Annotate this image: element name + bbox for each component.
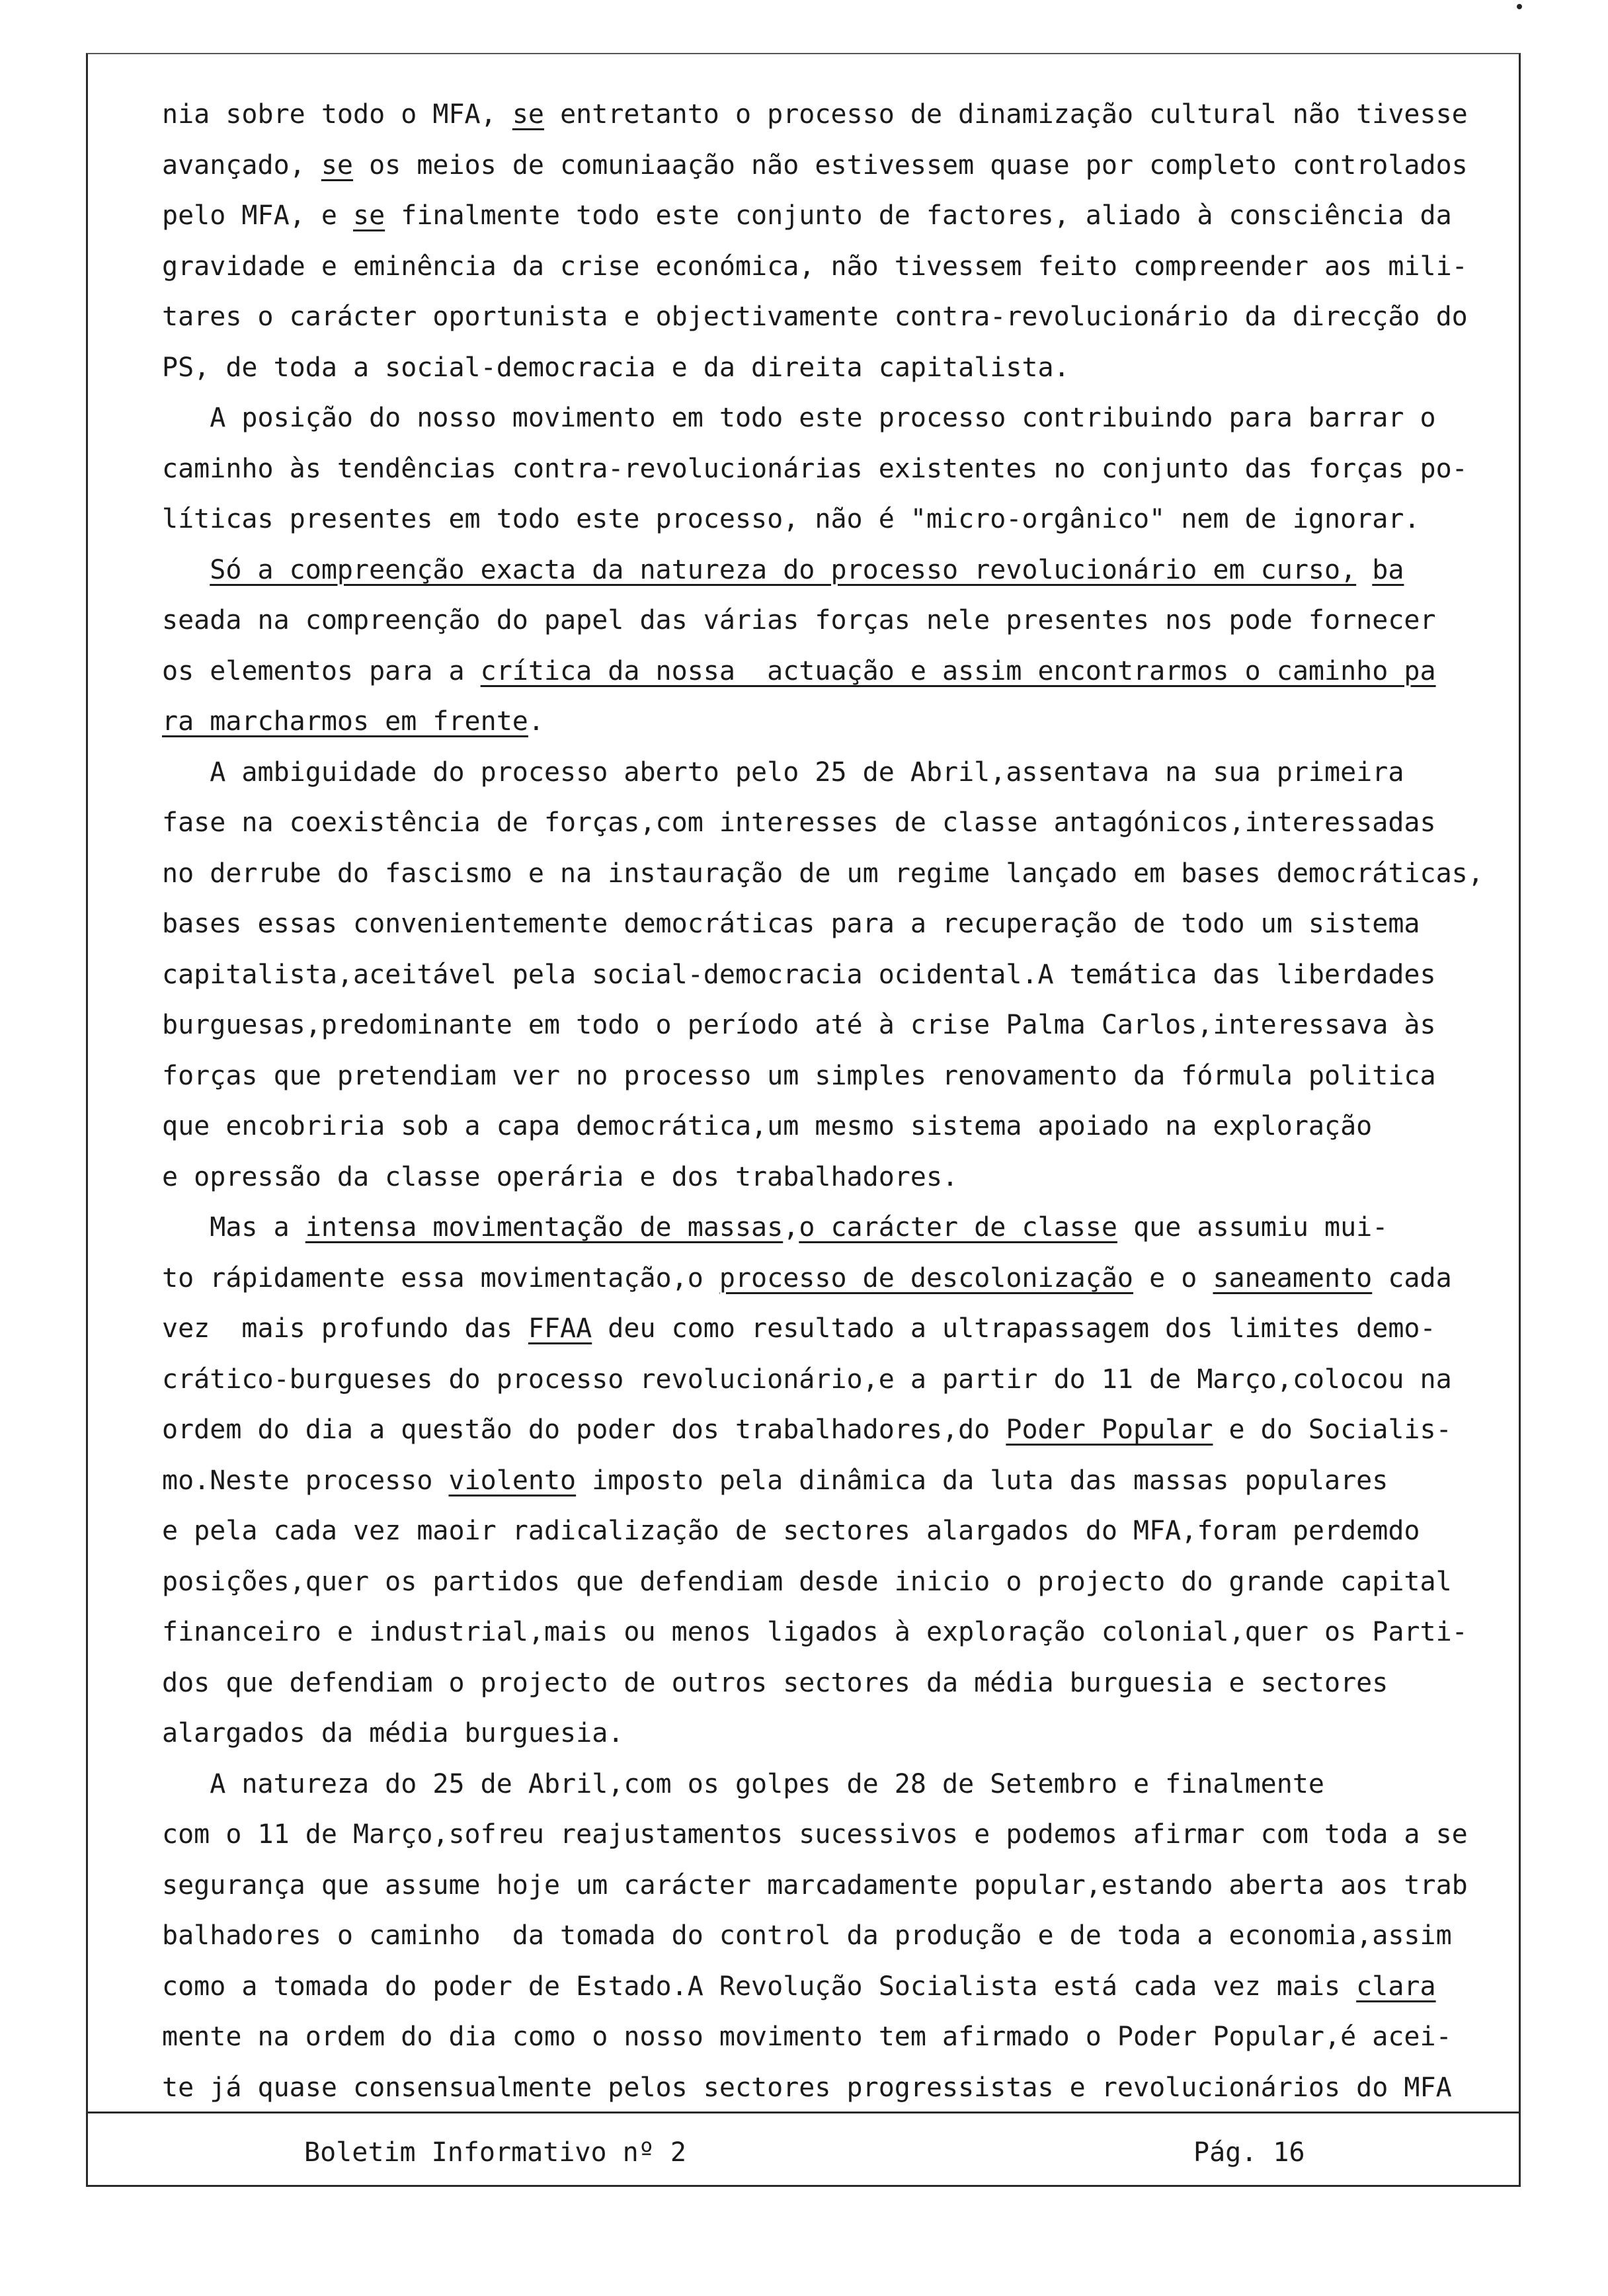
text-segment: mente na ordem do dia como o nosso movimento tem afirmado o Poder Popular,é acei- — [162, 2022, 1452, 2052]
text-segment: capitalista,aceitável pela social-democracia ocidental.A temática das liberdades — [162, 959, 1436, 990]
text-line — [162, 393, 1514, 444]
text-segment: vez mais profundo das — [162, 1313, 528, 1344]
text-segment: e pela cada vez maoir radicalização de sectores alargados do MFA,foram perdemdo — [162, 1516, 1420, 1546]
text-segment: avançado, — [162, 149, 321, 181]
text-segment: te já quase consensualmente pelos sectores progressistas e revolucionários do MFA — [162, 2072, 1452, 2103]
underlined-text: processo de descolonização — [719, 1262, 1134, 1293]
text-line — [162, 1910, 1514, 1961]
text-segment: os elementos para a — [162, 655, 481, 686]
text-segment: A natureza do 25 de Abril,com os golpes de 28 de Setembro e finalmente — [162, 1768, 1324, 1799]
underlined-text: FFAA — [528, 1313, 592, 1344]
text-segment: posições,quer os partidos que defendiam desde inicio o projecto do grande capital — [162, 1566, 1452, 1597]
text-segment — [1356, 555, 1372, 585]
text-segment: que assumiu mui- — [1117, 1212, 1388, 1243]
text-segment: finalmente todo este conjunto de factores, aliado à consciência da — [385, 200, 1452, 231]
text-line — [162, 1809, 1514, 1860]
text-segment: forças que pretendiam ver no processo um simples renovamento da fórmula politica — [162, 1060, 1436, 1091]
text-line — [162, 1759, 1514, 1810]
underlined-text: saneamento — [1213, 1262, 1373, 1293]
text-segment: deu como resultado a ultrapassagem dos limites demo- — [592, 1313, 1436, 1344]
underlined-text: o carácter de classe — [799, 1212, 1117, 1243]
text-line — [162, 1456, 1514, 1506]
text-line — [162, 1708, 1514, 1759]
text-line — [162, 848, 1514, 899]
text-segment: com o 11 de Março,sofreu reajustamentos sucessivos e podemos afirmar com toda a se — [162, 1819, 1468, 1850]
text-line — [162, 545, 1514, 596]
text-segment: gravidade e eminência da crise económica, não tivessem feito compreender aos mili- — [162, 251, 1468, 282]
underlined-text: clara — [1356, 1971, 1436, 2002]
text-segment: balhadores o caminho da tomada do control da produção e de toda a economia,assim — [162, 1920, 1452, 1951]
text-segment: crático-burgueses do processo revolucionário,e a partir do 11 de Março,colocou na — [162, 1364, 1452, 1395]
text-line — [162, 1000, 1514, 1051]
text-line — [162, 1253, 1514, 1304]
text-line — [162, 798, 1514, 848]
text-line — [162, 1961, 1514, 2012]
text-line — [162, 1202, 1514, 1253]
text-segment: . — [528, 706, 544, 737]
underlined-text: se — [352, 200, 385, 231]
text-segment: cada — [1372, 1262, 1452, 1293]
text-segment: tares o carácter oportunista e objectivamente contra-revolucionário da direcção do — [162, 302, 1468, 332]
text-segment: caminho às tendências contra-revolucionárias existentes no conjunto das forças po- — [162, 453, 1468, 484]
underlined-text: crítica da nossa actuação e assim encontrarmos o caminho pa — [480, 655, 1436, 686]
text-line — [162, 2063, 1514, 2113]
text-line — [162, 2012, 1514, 2063]
text-line — [162, 646, 1514, 697]
underlined-text: Só a compreenção exacta da natureza do processo revolucionário em curso, — [210, 554, 1357, 585]
text-segment: e opressão da classe operária e dos trabalhadores. — [162, 1161, 959, 1192]
ink-speck — [1517, 4, 1522, 9]
text-line — [162, 1607, 1514, 1658]
text-segment: mo.Neste processo — [162, 1465, 449, 1496]
footer-title: Boletim Informativo nº 2 — [304, 2137, 686, 2168]
text-segment: burguesas,predominante em todo o período até à crise Palma Carlos,interessava às — [162, 1010, 1436, 1040]
underlined-text: ra marcharmos em frente — [162, 706, 528, 737]
text-segment: e do Socialis- — [1213, 1414, 1452, 1445]
underlined-text: intensa movimentação de massas — [305, 1212, 784, 1243]
underlined-text: violento — [448, 1465, 577, 1496]
text-segment: ordem do dia a questão do poder dos trabalhadores,do — [162, 1414, 1006, 1445]
text-line — [162, 343, 1514, 393]
text-segment: Mas a — [162, 1212, 305, 1243]
footer-bottom-rule — [86, 2185, 1521, 2187]
underlined-text: ba — [1372, 554, 1404, 585]
text-line — [162, 494, 1514, 545]
text-line — [162, 595, 1514, 646]
text-line — [162, 1354, 1514, 1405]
text-line — [162, 899, 1514, 950]
underlined-text: Poder Popular — [1006, 1414, 1213, 1445]
text-line — [162, 1557, 1514, 1608]
text-segment: PS, de toda a social-democracia e da direita capitalista. — [162, 352, 1070, 383]
text-line — [162, 292, 1514, 343]
text-segment: que encobriria sob a capa democrática,um mesmo sistema apoiado na exploração — [162, 1111, 1373, 1141]
page-number: Pág. 16 — [1193, 2137, 1305, 2168]
text-segment: no derrube do fascismo e na instauração de um regime lançado em bases democráticas, — [162, 858, 1484, 889]
text-segment: entretanto o processo de dinamização cultural não tivesse — [543, 99, 1468, 130]
underlined-text: se — [512, 99, 544, 130]
text-line — [162, 1152, 1514, 1203]
text-segment: dos que defendiam o projecto de outros sectores da média burguesia e sectores — [162, 1667, 1388, 1698]
text-segment: A ambiguidade do processo aberto pelo 25 de Abril,assentava na sua primeira — [162, 757, 1404, 788]
text-line — [162, 696, 1514, 747]
text-segment: e o — [1133, 1262, 1213, 1293]
text-segment: imposto pela dinâmica da luta das massas populares — [576, 1465, 1388, 1496]
text-line — [162, 950, 1514, 1001]
text-segment: como a tomada do poder de Estado.A Revolução Socialista está cada vez mais — [162, 1971, 1357, 2002]
text-segment: líticas presentes em todo este processo, não é "micro-orgânico" nem de ignorar. — [162, 504, 1420, 534]
text-line — [162, 1506, 1514, 1557]
text-line — [162, 241, 1514, 292]
text-line — [162, 444, 1514, 495]
text-line — [162, 1860, 1514, 1911]
text-line — [162, 1101, 1514, 1152]
text-segment: , — [783, 1212, 799, 1243]
text-line — [162, 1658, 1514, 1709]
underlined-text: se — [321, 149, 353, 181]
text-segment: pelo MFA, e — [162, 200, 353, 231]
text-line — [162, 747, 1514, 798]
text-segment: nia sobre todo o MFA, — [162, 99, 512, 130]
text-line — [162, 1051, 1514, 1102]
body-text — [162, 89, 1514, 2113]
text-line — [162, 1405, 1514, 1456]
text-segment: os meios de comuniaação não estivessem quase por completo controlados — [353, 149, 1468, 181]
text-segment — [162, 555, 210, 585]
text-segment: seada na compreenção do papel das várias forças nele presentes nos pode fornecer — [162, 605, 1436, 636]
text-segment: A posição do nosso movimento em todo este processo contribuindo para barrar o — [162, 403, 1436, 433]
text-line — [162, 190, 1514, 241]
text-line — [162, 89, 1514, 140]
text-segment: alargados da média burguesia. — [162, 1718, 624, 1748]
text-segment: financeiro e industrial,mais ou menos ligados à exploração colonial,quer os Parti- — [162, 1617, 1468, 1647]
text-segment: fase na coexistência de forças,com interesses de classe antagónicos,interessadas — [162, 807, 1436, 838]
text-segment: segurança que assume hoje um carácter marcadamente popular,estando aberta aos trab — [162, 1869, 1468, 1901]
text-segment: to rápidamente essa movimentação,o — [162, 1262, 719, 1293]
text-line — [162, 1303, 1514, 1354]
text-line — [162, 140, 1514, 191]
text-segment: bases essas convenientemente democráticas para a recuperação de todo um sistema — [162, 909, 1420, 939]
